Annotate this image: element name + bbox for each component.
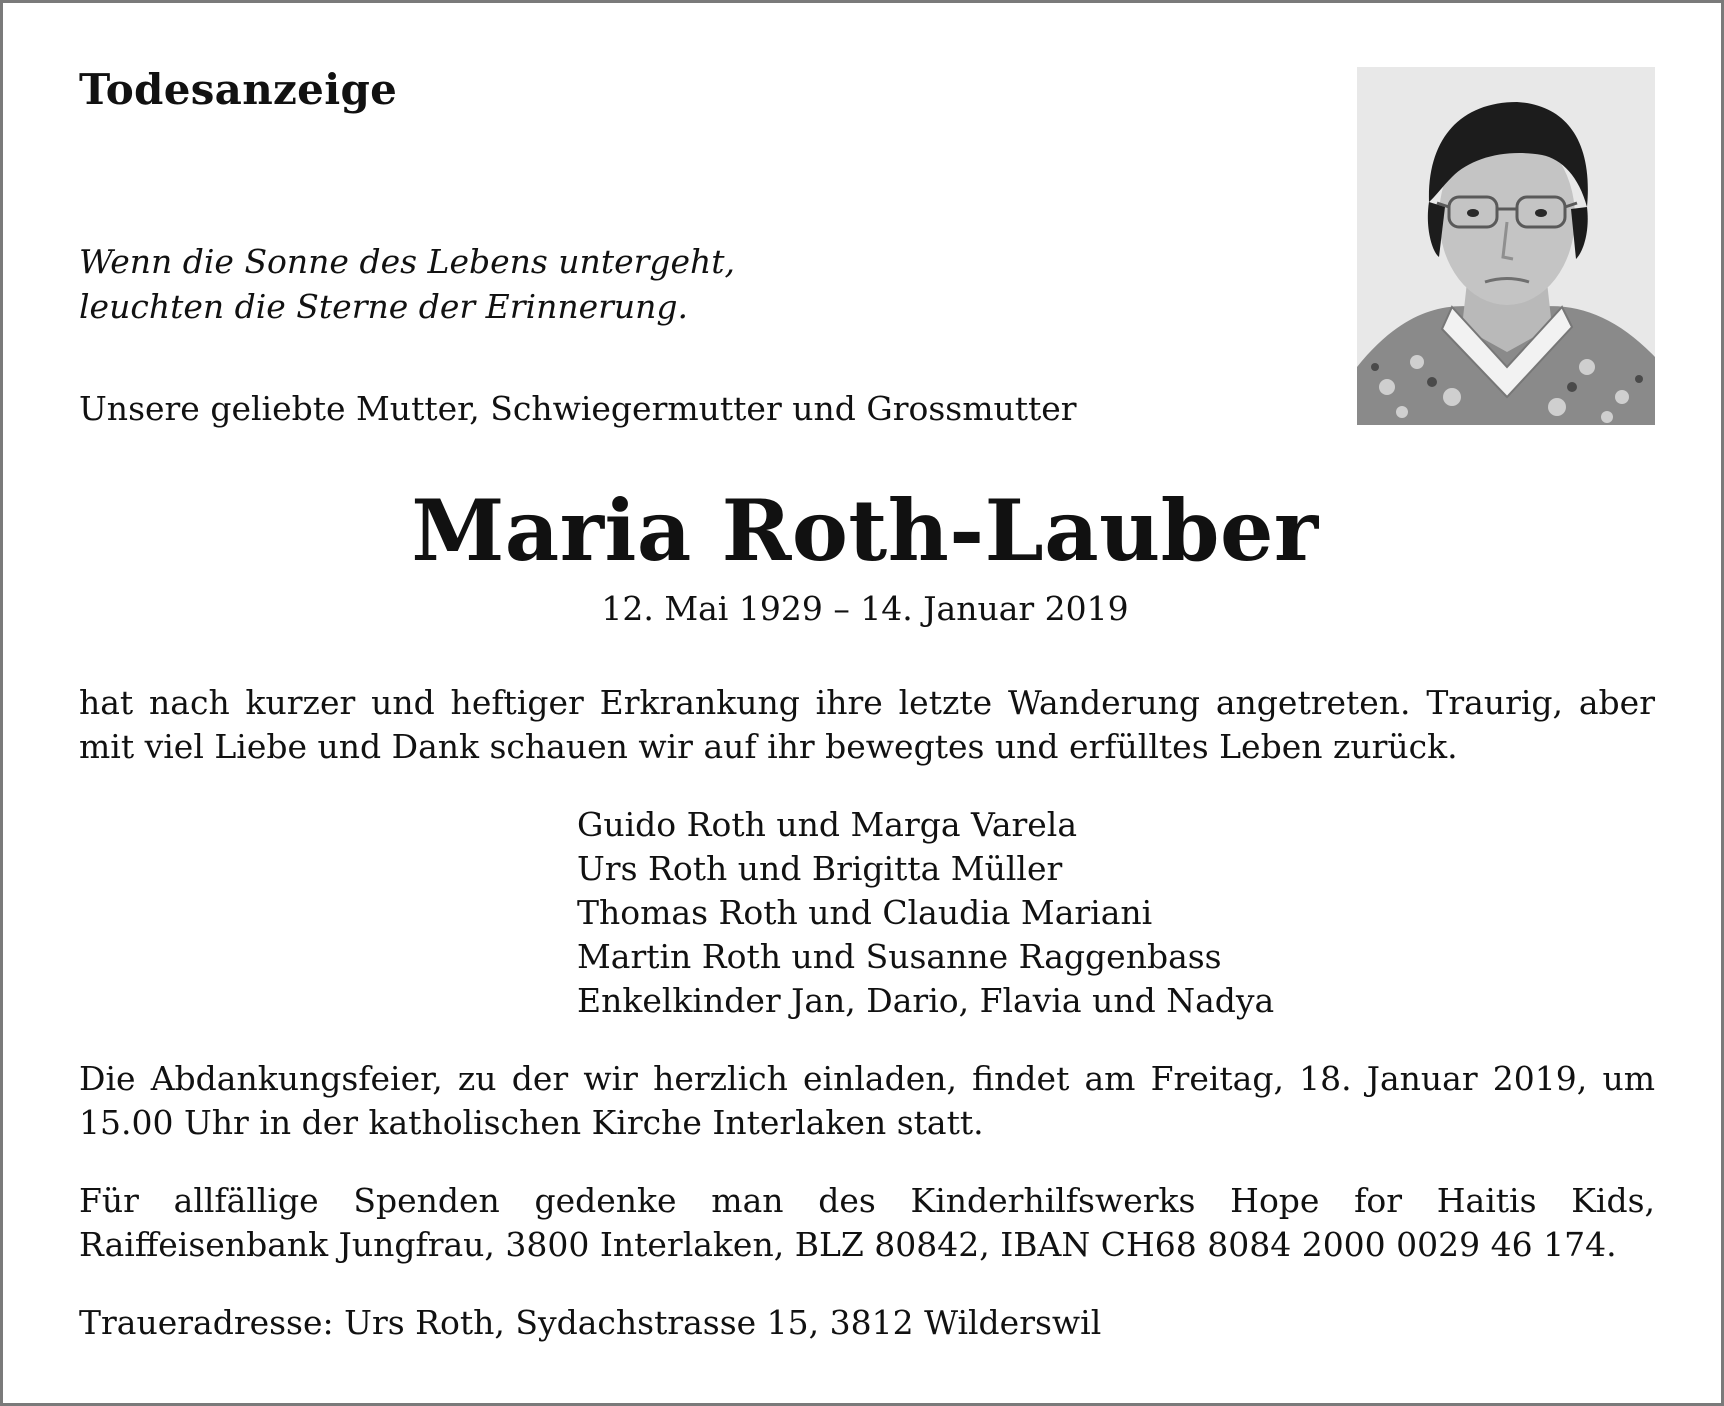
quote-line: Wenn die Sonne des Lebens untergeht, <box>79 242 736 281</box>
memorial-quote <box>79 239 735 329</box>
mourner-entry: Thomas Roth und Claudia Mariani <box>577 893 1153 932</box>
notice-heading: Todesanzeige <box>79 65 398 114</box>
life-dates: 12. Mai 1929 – 14. Januar 2019 <box>601 589 1129 628</box>
mourner-entry: Enkelkinder Jan, Dario, Flavia und Nadya <box>577 981 1275 1020</box>
portrait-photo <box>1357 67 1655 425</box>
mourner-entry: Martin Roth und Susanne Raggenbass <box>577 937 1222 976</box>
ceremony-paragraph: Die Abdankungsfeier, zu der wir herzlich einladen, findet am Freitag, 18. Januar 2019, um 15.00 Uhr in der katholischen Kirche Interlaken statt. <box>79 1059 1655 1142</box>
mourner-entry: Guido Roth und Marga Varela <box>577 805 1078 844</box>
mourning-address: Traueradresse: Urs Roth, Sydachstrasse 15, 3812 Wilderswil <box>79 1303 1102 1342</box>
mourner-entry: Urs Roth und Brigitta Müller <box>577 849 1063 888</box>
intro-line: Unsere geliebte Mutter, Schwiegermutter und Grossmutter <box>79 389 1077 428</box>
announcement-paragraph: hat nach kurzer und heftiger Erkrankung ihre letzte Wanderung angetreten. Traurig, aber mit viel Liebe und Dank schauen wir auf ihr bewegtes und erfülltes Leben zurück. <box>79 683 1655 766</box>
mourners-list <box>577 803 1274 1023</box>
deceased-name: Maria Roth-Lauber <box>411 481 1319 580</box>
donations-paragraph: Für allfällige Spenden gedenke man des Kinderhilfswerks Hope for Haitis Kids, Raiffeisenbank Jungfrau, 3800 Interlaken, BLZ 80842, IBAN CH68 8084 2000 0029 46 174. <box>79 1181 1655 1264</box>
quote-line: leuchten die Sterne der Erinnerung. <box>79 287 689 326</box>
portrait-illustration <box>1357 67 1655 425</box>
